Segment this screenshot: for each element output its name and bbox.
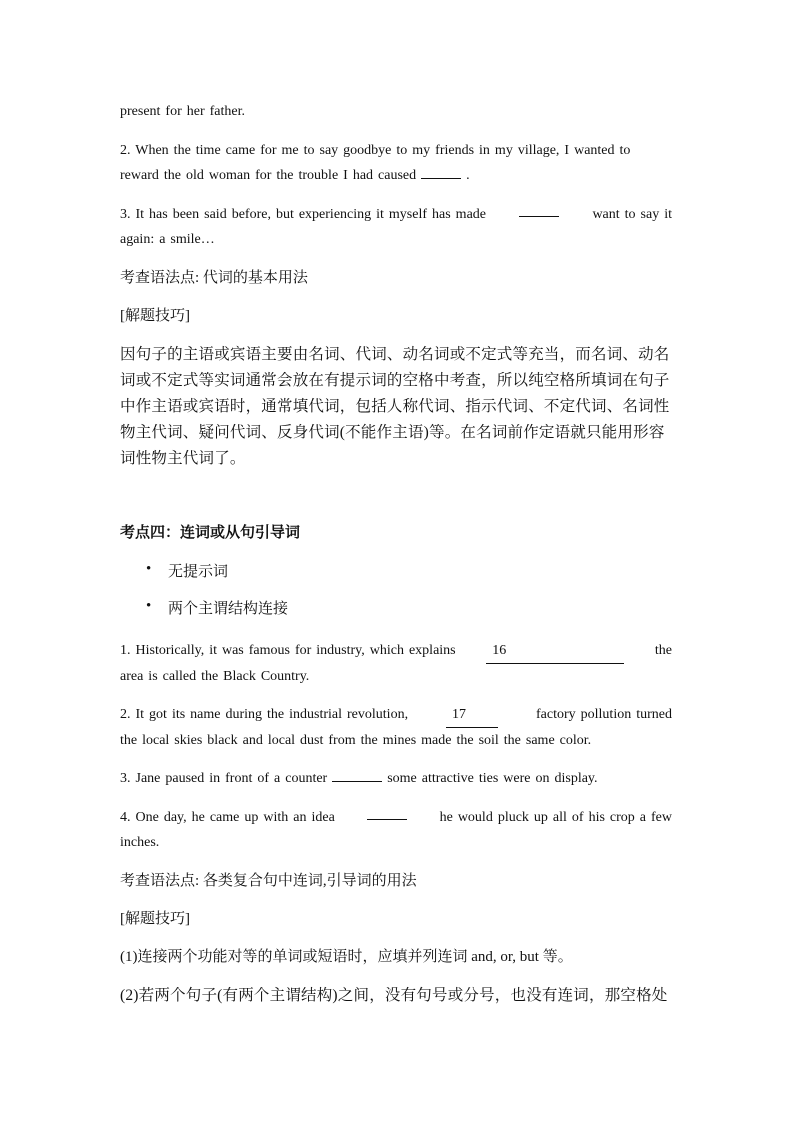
tips-paragraph: 因句子的主语或宾语主要由名词、代词、动名词或不定式等充当，而名词、动名 词或不定式等实词通常会放在有提示词的空格中考查，所以纯空格所填词在句子 中作主语或宾语时，通常填代词，包括人称代词、指示代词、不定代词、名词性 物主代词、疑问代词、反身代词(不能作主语)等。在名词前作定语就只能用形容 词性物主代词了。: [120, 346, 670, 467]
q1-continuation: present for her father.: [120, 104, 245, 119]
bullet-icon: •: [146, 598, 152, 614]
bullet-item: 两个主谓结构连接: [168, 601, 289, 617]
grammar-point: 考查语法点: 各类复合句中连词,引导词的用法: [120, 873, 417, 889]
bullet-icon: •: [146, 561, 152, 577]
answer-blank[interactable]: [367, 805, 407, 820]
section-heading: 考点四：连词或从句引导词: [120, 525, 301, 541]
tip-1: (1)连接两个功能对等的单词或短语时，应填并列连词 and, or, but 等。: [120, 949, 573, 965]
s4-question-3: 3. Jane paused in front of a counter some attractive ties were on display.: [120, 766, 672, 791]
bullet-item: 无提示词: [168, 564, 229, 580]
tip-2: (2)若两个句子(有两个主谓结构)之间，没有句号或分号，也没有连词，那空格处: [120, 987, 668, 1004]
grammar-point: 考查语法点: 代词的基本用法: [120, 270, 308, 286]
answer-blank-17[interactable]: 17: [446, 702, 498, 728]
question-3: 3. It has been said before, but experiencing it myself has made want to say it again: a smile…: [120, 202, 672, 252]
answer-blank[interactable]: [332, 767, 382, 782]
answer-blank[interactable]: [519, 202, 559, 217]
s4-question-4: 4. One day, he came up with an idea he would pluck up all of his crop a few inches.: [120, 805, 672, 855]
answer-blank-16[interactable]: 16: [486, 638, 624, 664]
tips-label: [解题技巧]: [120, 911, 190, 927]
tips-label: [解题技巧]: [120, 308, 190, 324]
s4-question-1: 1. Historically, it was famous for industry, which explains 16 the area is called the Black Country.: [120, 638, 672, 689]
s4-question-2: 2. It got its name during the industrial revolution, 17 factory pollution turned the local skies black and local dust from the mines made the soil the same color.: [120, 702, 672, 753]
answer-blank[interactable]: [421, 164, 461, 179]
question-2: 2. When the time came for me to say goodbye to my friends in my village, I wanted to reward the old woman for the trouble I had caused .: [120, 143, 631, 183]
